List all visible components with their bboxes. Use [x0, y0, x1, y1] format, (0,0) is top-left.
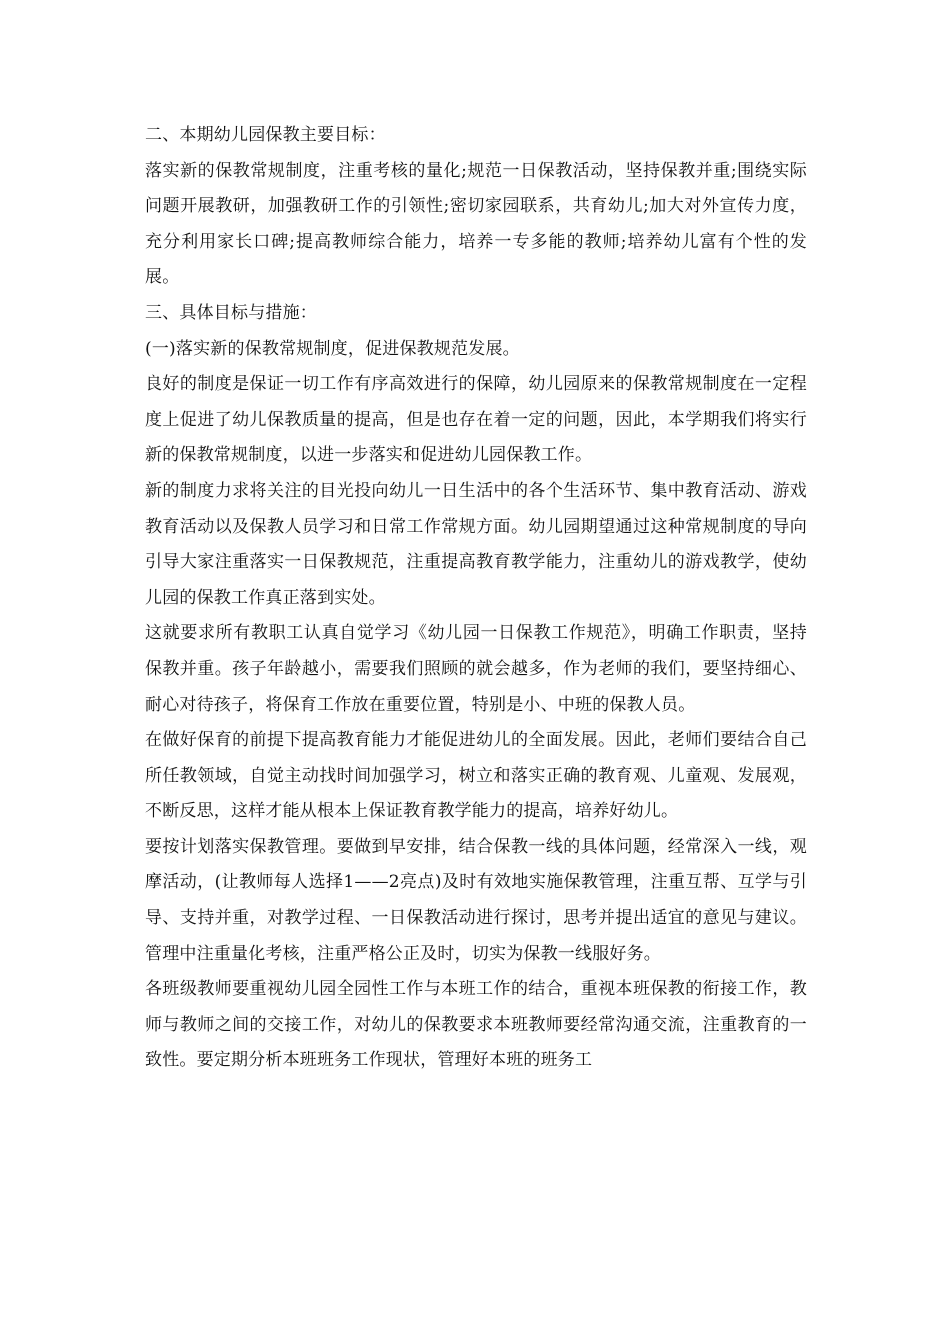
section-heading-goals: 二、本期幼儿园保教主要目标： — [145, 125, 386, 145]
paragraph: 各班级教师要重视幼儿园全园性工作与本班工作的结合，重视本班保教的衔接工作，教师与教师之间的交接工作，对幼儿的保教要求本班教师要经常沟通交流，注重教育的一致性。要定期分析本班班务工作现状，管理好本班的班务工 — [145, 979, 807, 1071]
paragraph: 这就要求所有教职工认真自觉学习《幼儿园一日保教工作规范》，明确工作职责，坚持保教并重。孩子年龄越小，需要我们照顾的就会越多，作为老师的我们，要坚持细心、耐心对待孩子，将保育工作放在重要位置，特别是小、中班的保教人员。 — [145, 623, 807, 715]
paragraph: 在做好保育的前提下提高教育能力才能促进幼儿的全面发展。因此，老师们要结合自己所任教领域，自觉主动找时间加强学习，树立和落实正确的教育观、儿童观、发展观，不断反思，这样才能从根本上保证教育教学能力的提高，培养好幼儿。 — [145, 730, 807, 822]
paragraph: 新的制度力求将关注的目光投向幼儿一日生活中的各个生活环节、集中教育活动、游戏教育活动以及保教人员学习和日常工作常规方面。幼儿园期望通过这种常规制度的导向引导大家注重落实一日保教规范，注重提高教育教学能力，注重幼儿的游戏教学，使幼儿园的保教工作真正落到实处。 — [145, 480, 807, 608]
paragraph-goals: 落实新的保教常规制度，注重考核的量化;规范一日保教活动，坚持保教并重;围绕实际问题开展教研，加强教研工作的引领性;密切家园联系，共育幼儿;加大对外宣传力度，充分利用家长口碑;提高教师综合能力，培养一专多能的教师;培养幼儿富有个性的发展。 — [145, 160, 807, 288]
section-heading-measures: 三、具体目标与措施： — [145, 302, 317, 323]
document-body — [145, 118, 807, 1079]
paragraph: 要按计划落实保教管理。要做到早安排，结合保教一线的具体问题，经常深入一线，观摩活动，(让教师每人选择1——2亮点)及时有效地实施保教管理，注重互帮、互学与引导、支持并重，对教学过程、一日保教活动进行探讨，思考并提出适宜的意见与建议。管理中注重量化考核，注重严格公正及时，切实为保教一线服好务。 — [145, 836, 807, 964]
subsection-heading-1: (一)落实新的保教常规制度，促进保教规范发展。 — [145, 338, 520, 359]
paragraph: 良好的制度是保证一切工作有序高效进行的保障，幼儿园原来的保教常规制度在一定程度上促进了幼儿保教质量的提高，但是也存在着一定的问题，因此，本学期我们将实行新的保教常规制度，以进一步落实和促进幼儿园保教工作。 — [145, 374, 807, 466]
